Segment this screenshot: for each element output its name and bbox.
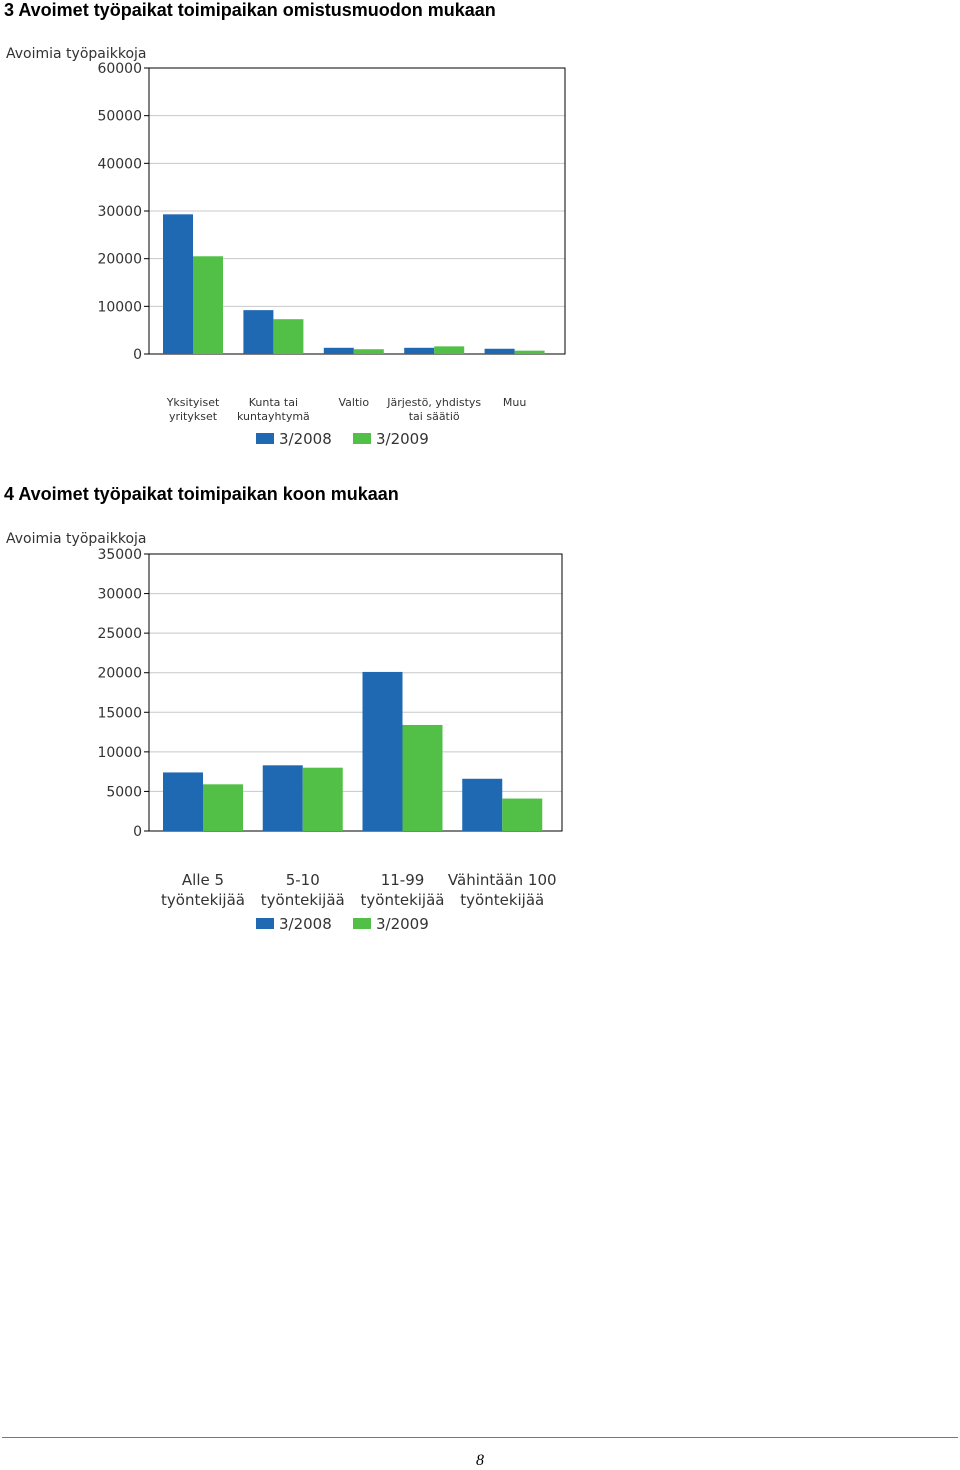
section-3-title: 3 Avoimet työpaikat toimipaikan omistusmuodon mukaan [4,0,496,20]
size-bar-chart [0,521,600,951]
ownership-bar-chart [0,36,600,466]
bar-3-2009-2 [403,725,443,831]
y-tick-label: 0 [133,347,142,363]
y-tick-label: 5000 [106,784,142,801]
category-label: yritykset [168,410,218,423]
y-tick-label: 10000 [97,299,142,316]
bar-3-2008-1 [263,765,303,831]
y-tick-label: 20000 [97,665,142,682]
category-label: työntekijää [161,891,245,909]
legend-swatch [353,918,371,929]
category-label: työntekijää [360,891,445,909]
bar-3-2009-3 [502,799,542,831]
y-tick-label: 60000 [97,61,142,77]
y-tick-label: 0 [133,824,142,840]
y-axis-label: Avoimia työpaikkoja [6,531,147,547]
category-label: Valtio [338,396,370,409]
bar-3-2008-0 [163,772,203,831]
y-tick-label: 25000 [97,626,142,643]
legend-label: 3/2009 [376,430,429,448]
legend-label: 3/2008 [279,915,332,933]
page-number: 8 [476,1452,484,1469]
legend-label: 3/2008 [279,430,332,448]
bar-3-2009-4 [515,351,545,354]
bar-3-2009-1 [303,768,343,831]
bar-3-2008-2 [324,348,354,354]
section-4-title: 4 Avoimet työpaikat toimipaikan koon mukaan [4,484,399,504]
y-tick-label: 50000 [97,108,142,125]
bar-3-2009-3 [434,346,464,354]
category-label: Järjestö, yhdistys [387,396,482,409]
legend-label: 3/2009 [376,915,429,933]
bar-3-2008-3 [462,779,502,831]
bar-3-2009-0 [203,784,243,831]
bar-3-2009-1 [273,319,303,354]
category-label: Kunta tai [248,396,299,409]
category-label: Vähintään 100 [447,871,557,889]
y-tick-label: 30000 [97,586,142,603]
bar-3-2008-2 [363,672,403,831]
category-label: Muu [502,396,527,409]
legend-swatch [353,433,371,444]
category-label: tai säätiö [408,410,460,423]
y-axis-label: Avoimia työpaikkoja [6,46,147,62]
bar-3-2009-2 [354,349,384,354]
bar-3-2008-1 [243,310,273,354]
bar-3-2009-0 [193,256,223,354]
y-tick-label: 15000 [97,705,142,722]
category-label: 11-99 [380,871,425,889]
legend-swatch [256,918,274,929]
bar-3-2008-0 [163,214,193,354]
y-tick-label: 20000 [97,251,142,268]
category-label: 5-10 [285,871,320,889]
y-tick-label: 10000 [97,744,142,761]
bar-3-2008-4 [485,349,515,354]
category-label: työntekijää [460,891,545,909]
y-tick-label: 40000 [97,156,142,173]
footer-divider [2,1437,958,1438]
category-label: Alle 5 [181,871,225,889]
y-tick-label: 30000 [97,204,142,220]
category-label: Yksityiset [166,396,220,409]
y-tick-label: 35000 [97,547,142,563]
legend-swatch [256,433,274,444]
bar-3-2008-3 [404,348,434,354]
category-label: kuntayhtymä [237,410,310,423]
category-label: työntekijää [260,891,345,909]
